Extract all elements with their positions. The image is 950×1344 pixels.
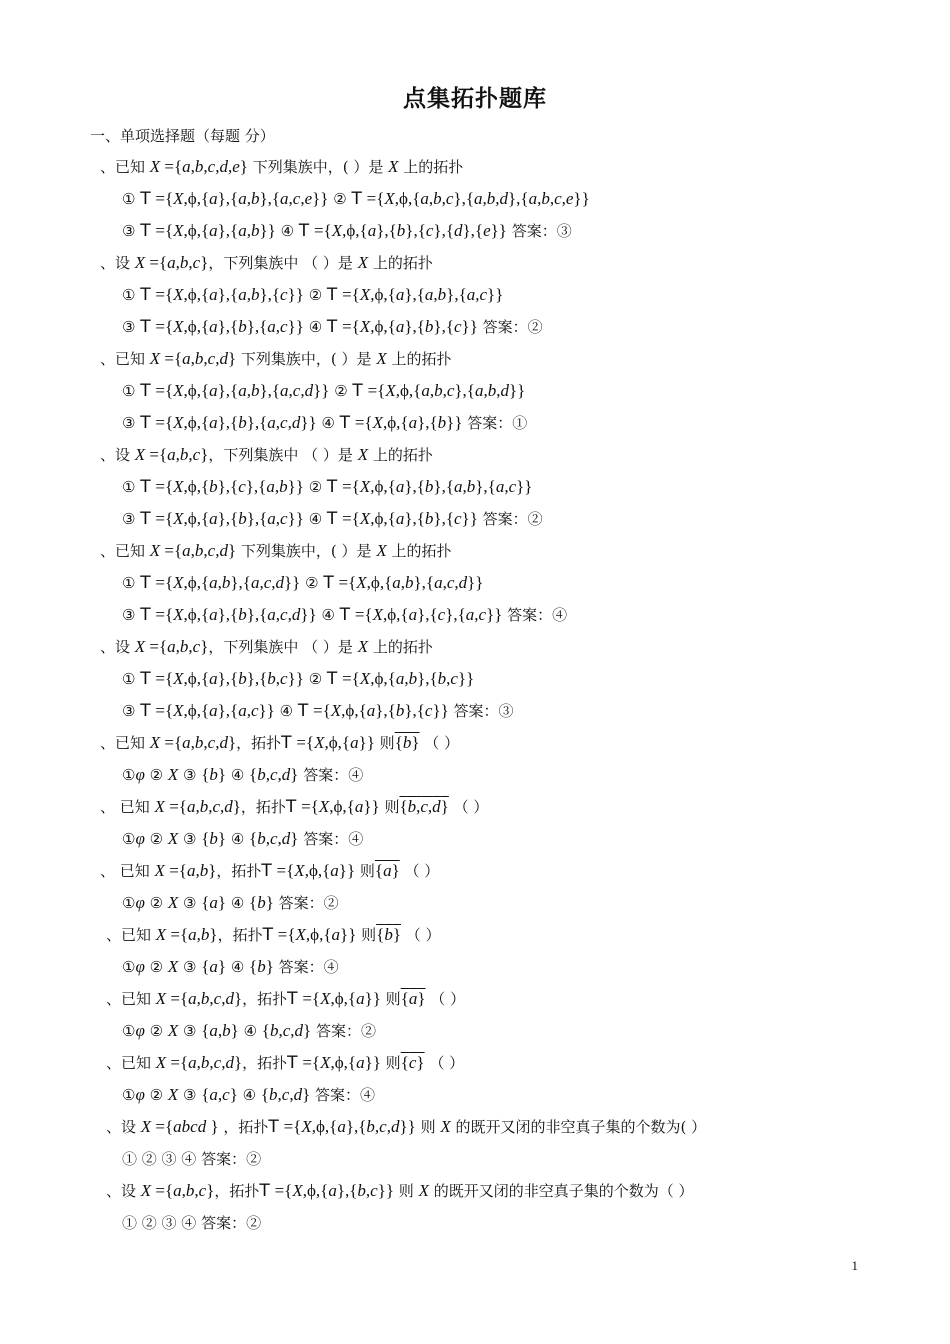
question-line: 、 已知 X ={a,b}，拓扑T ={X,ϕ,{a}} 则{a} （ ） [100,861,440,881]
question-line: 、设 X ={a,b,c}，下列集族中 （ ）是 X 上的拓扑 [100,637,433,656]
page-number: 1 [851,1258,858,1273]
question-line: ③ T ={X,ϕ,{a},{b},{a,c}} ④ T ={X,ϕ,{a},{b},{c}} 答案：② [122,509,543,529]
question-line: 、设 X ={a,b,c}，拓扑T ={X,ϕ,{a},{b,c}} 则 X 的既开又闭的非空真子集的个数为（ ） [106,1181,694,1201]
question-line: ① T ={X,ϕ,{a},{b},{b,c}} ② T ={X,ϕ,{a,b},{b,c}} [122,669,475,689]
question-line: ① T ={X,ϕ,{a},{a,b},{c}} ② T ={X,ϕ,{a},{a,b},{a,c}} [122,285,504,305]
question-line: 、已知 X ={a,b,c,d,e} 下列集族中，( ）是 X 上的拓扑 [100,157,464,176]
question-line: ① T ={X,ϕ,{a},{a,b},{a,c,d}} ② T ={X,ϕ,{a,b,c},{a,b,d}} [122,381,526,401]
question-line: ①φ ② X ③ {b} ④ {b,c,d} 答案：④ [122,829,364,848]
question-line: 、设 X ={a,b,c}，下列集族中 （ ）是 X 上的拓扑 [100,253,433,272]
question-line: 、已知 X ={a,b,c,d}，拓扑T ={X,ϕ,{a}} 则{a} （ ） [106,989,466,1009]
question-line: ①φ ② X ③ {b} ④ {b,c,d} 答案：④ [122,765,364,784]
question-line: ③ T ={X,ϕ,{a},{a,c}} ④ T ={X,ϕ,{a},{b},{c}} 答案：③ [122,701,514,721]
question-line: ① ② ③ ④ 答案：② [122,1150,262,1168]
question-line: 、设 X ={a,b,c}，下列集族中 （ ）是 X 上的拓扑 [100,445,433,464]
question-line: 、已知 X ={a,b,c,d}，拓扑T ={X,ϕ,{a}} 则{c} （ ） [106,1053,465,1073]
page-title: 点集拓扑题库 [403,86,547,112]
question-line: ③ T ={X,ϕ,{a},{b},{a,c}} ④ T ={X,ϕ,{a},{b},{c}} 答案：② [122,317,543,337]
question-line: ①φ ② X ③ {a} ④ {b} 答案：② [122,893,339,912]
question-line: 、已知 X ={a,b,c,d} 下列集族中，( ）是 X 上的拓扑 [100,349,452,368]
question-line: 、设 X ={abcd } ，拓扑T ={X,ϕ,{a},{b,c,d}} 则 X 的既开又闭的非空真子集的个数为( ） [106,1117,707,1137]
question-line: ① T ={X,ϕ,{a,b},{a,c,d}} ② T ={X,ϕ,{a,b},{a,c,d}} [122,573,484,593]
question-line: ① T ={X,ϕ,{a},{a,b},{a,c,e}} ② T ={X,ϕ,{a,b,c},{a,b,d},{a,b,c,e}} [122,189,590,209]
section-heading: 一、单项选择题（每题 分） [90,127,275,145]
question-line: ① T ={X,ϕ,{b},{c},{a,b}} ② T ={X,ϕ,{a},{b},{a,b},{a,c}} [122,477,533,497]
question-line: 、已知 X ={a,b,c,d}，拓扑T ={X,ϕ,{a}} 则{b} （ ） [100,733,460,753]
question-line: 、已知 X ={a,b,c,d} 下列集族中，( ）是 X 上的拓扑 [100,541,452,560]
question-line: ①φ ② X ③ {a,b} ④ {b,c,d} 答案：② [122,1021,376,1040]
question-line: 、已知 X ={a,b}，拓扑T ={X,ϕ,{a}} 则{b} （ ） [106,925,441,945]
question-line: ①φ ② X ③ {a} ④ {b} 答案：④ [122,957,339,976]
question-line: ③ T ={X,ϕ,{a},{b},{a,c,d}} ④ T ={X,ϕ,{a},{b}} 答案：① [122,413,528,433]
question-line: ① ② ③ ④ 答案：② [122,1214,262,1232]
question-line: ①φ ② X ③ {a,c} ④ {b,c,d} 答案：④ [122,1085,376,1104]
question-line: 、 已知 X ={a,b,c,d}，拓扑T ={X,ϕ,{a}} 则{b,c,d} （ ） [100,797,489,817]
question-line: ③ T ={X,ϕ,{a},{b},{a,c,d}} ④ T ={X,ϕ,{a},{c},{a,c}} 答案：④ [122,605,568,625]
question-line: ③ T ={X,ϕ,{a},{a,b}} ④ T ={X,ϕ,{a},{b},{c},{d},{e}} 答案：③ [122,221,572,241]
